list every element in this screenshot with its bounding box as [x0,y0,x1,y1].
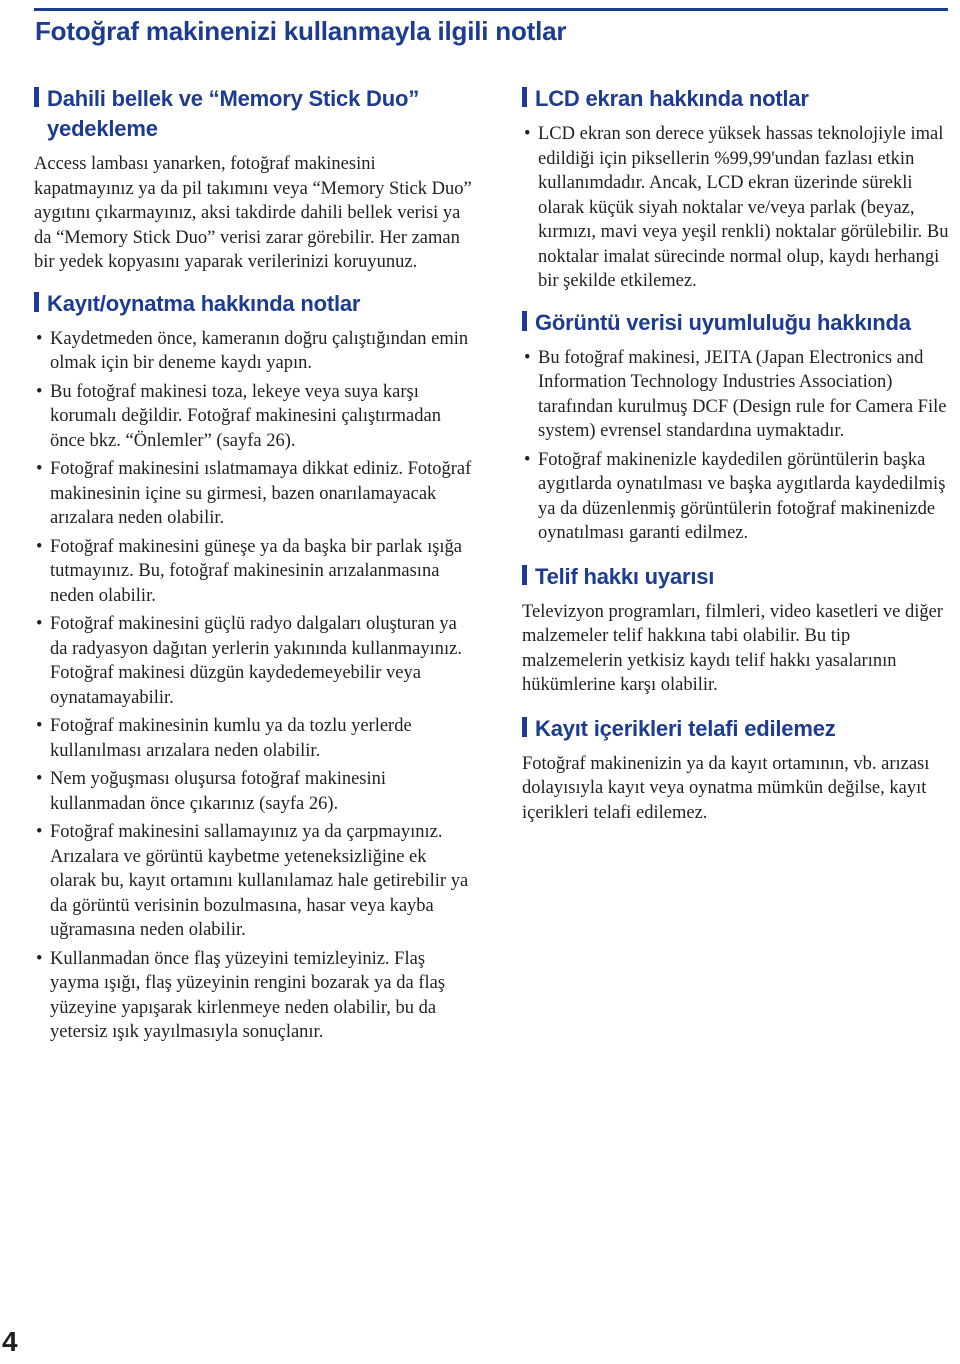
bullet-icon: • [36,614,43,634]
section-paragraph: Televizyon programları, filmleri, video kasetleri ve diğer malzemeler telif hakkına tabi olabilir. Bu tip malzemelerin yetkisiz kaydı telif hakkı yasalarının hükümlerine karşı olabilir. [522,601,943,695]
section-heading [34,84,474,144]
page-title: Fotoğraf makinenizi kullanmayla ilgili notlar [35,16,567,46]
bullet-icon: • [524,347,531,368]
heading-marker-icon [522,311,527,331]
heading-marker-icon [34,87,39,107]
list-item: • Fotoğraf makinenizle kaydedilen görüntülerin başka aygıtlarda oynatılması ve başka aygıtlarda kaydedilmiş ya da düzenlenmiş görüntülerin fotoğraf makinenizde oynatılması garanti edilmez. [524,449,946,543]
list-item: • Fotoğraf makinesini güçlü radyo dalgaları oluşturan ya da radyasyon dağıtan yerlerin yakınında kullanmayınız. Fotoğraf makinesi düzgün kaydedemeyebilir veya oynatamayabilir. [36,614,463,708]
section-title: Dahili bellek ve “Memory Stick Duo” yedekleme [47,86,420,141]
bullet-list [522,122,952,294]
heading-marker-icon [522,565,527,585]
bullet-icon: • [36,328,43,349]
list-item: • Bu fotoğraf makinesi toza, lekeye veya suya karşı korumalı değildir. Fotoğraf makinesini çalıştırmadan önce bkz. “Önlemler” (sayfa 26). [36,381,441,451]
section-copyright [522,562,952,698]
section-heading [522,308,952,338]
section-title: Kayıt/oynatma hakkında notlar [47,290,361,316]
heading-marker-icon [522,717,527,737]
section-paragraph: Access lambası yanarken, fotoğraf makinesini kapatmayınız ya da pil takımını veya “Memory Stick Duo” aygıtını çıkarmayınız, aksi takdirde dahili bellek verisi ya da “Memory Stick Duo” verisi zarar görebilir. Her zaman bir yedek kopyasını yaparak verilerinizi koruyunuz. [34,154,472,272]
section-heading [522,562,952,592]
bullet-list [522,346,952,546]
bullet-icon: • [36,716,43,736]
left-column [34,84,474,1049]
list-item: • Kaydetmeden önce, kameranın doğru çalıştığından emin olmak için bir deneme kaydı yapın. [36,328,469,373]
section-title: Kayıt içerikleri telafi edilemez [535,715,836,741]
section-lcd-notes [522,84,952,294]
list-item: • Fotoğraf makinesini ıslatmamaya dikkat ediniz. Fotoğraf makinesinin içine su girmesi, bazen onarılamayacak arızalara neden olabilir. [36,459,472,528]
heading-marker-icon [34,292,39,312]
list-item: • Fotoğraf makinesinin kumlu ya da tozlu yerlerde kullanılması arızalara neden olabilir. [36,716,412,761]
list-item: • Kullanmadan önce flaş yüzeyini temizleyiniz. Flaş yayma ışığı, flaş yüzeyinin rengini bozarak ya da flaş yüzeyine yapışarak kirlenmeye neden olabilir, bu da yetersiz ışık yayılmasıyla sonuçlanır. [36,948,446,1042]
list-item: • Fotoğraf makinesini sallamayınız ya da çarpmayınız. Arızalara ve görüntü kaybetme yeteneksizliğine ek olarak bu, kayıt ortamını kullanılamaz hale getirebilir ya da görüntü verisinin bozulmasına, hasar veya kayba uğramasına neden olabilir. [36,822,469,940]
list-item: • Nem yoğuşması oluşursa fotoğraf makinesini kullanmadan önce çıkarınız (sayfa 26). [36,769,387,814]
bullet-icon: • [36,536,43,557]
right-column [522,84,952,825]
top-rule [34,8,948,11]
section-heading [34,289,474,319]
section-heading [522,84,952,114]
bullet-icon: • [524,449,531,470]
bullet-list [34,327,474,1045]
bullet-icon: • [36,459,43,479]
list-item: • Fotoğraf makinesini güneşe ya da başka bir parlak ışığa tutmayınız. Bu, fotoğraf makinesinin arızalanmasına neden olabilir. [36,536,463,606]
bullet-icon: • [524,124,531,144]
section-memory-backup [34,84,474,275]
bullet-icon: • [36,769,43,789]
section-no-compensation [522,714,952,826]
bullet-icon: • [36,381,43,402]
section-paragraph: Fotoğraf makinenizin ya da kayıt ortamının, vb. arızası dolayısıyla kayıt veya oynatma mümkün değilse, kayıt içerikleri telafi edilemez. [522,753,930,823]
section-title: LCD ekran hakkında notlar [535,86,809,111]
list-item: • LCD ekran son derece yüksek hassas teknolojiyle imal edildiği için piksellerin %99,99'undan fazlası etkin kullanımdadır. Ancak, LCD ekran üzerinde sürekli olarak küçük siyah noktalar ve/veya parlak (beyaz, kırmızı, mavi veya yeşil renkli) noktalar görülebilir. Bu noktalar imalat sürecinde normal olup, kaydı herhangi bir şekilde etkilemez. [524,124,949,291]
bullet-icon: • [36,822,43,842]
heading-marker-icon [522,87,527,107]
page-number: 4 [2,1326,18,1357]
bullet-icon: • [36,948,43,969]
section-image-compatibility [522,308,952,546]
section-title: Görüntü verisi uyumluluğu hakkında [535,309,911,335]
section-title: Telif hakkı uyarısı [535,563,715,589]
section-heading [522,714,952,744]
section-recording-notes [34,289,474,1045]
list-item: • Bu fotoğraf makinesi, JEITA (Japan Electronics and Information Technology Industries Association) tarafından kurulmuş DCF (Design rule for Camera File system) evrensel standardına uymaktadır. [524,347,947,441]
